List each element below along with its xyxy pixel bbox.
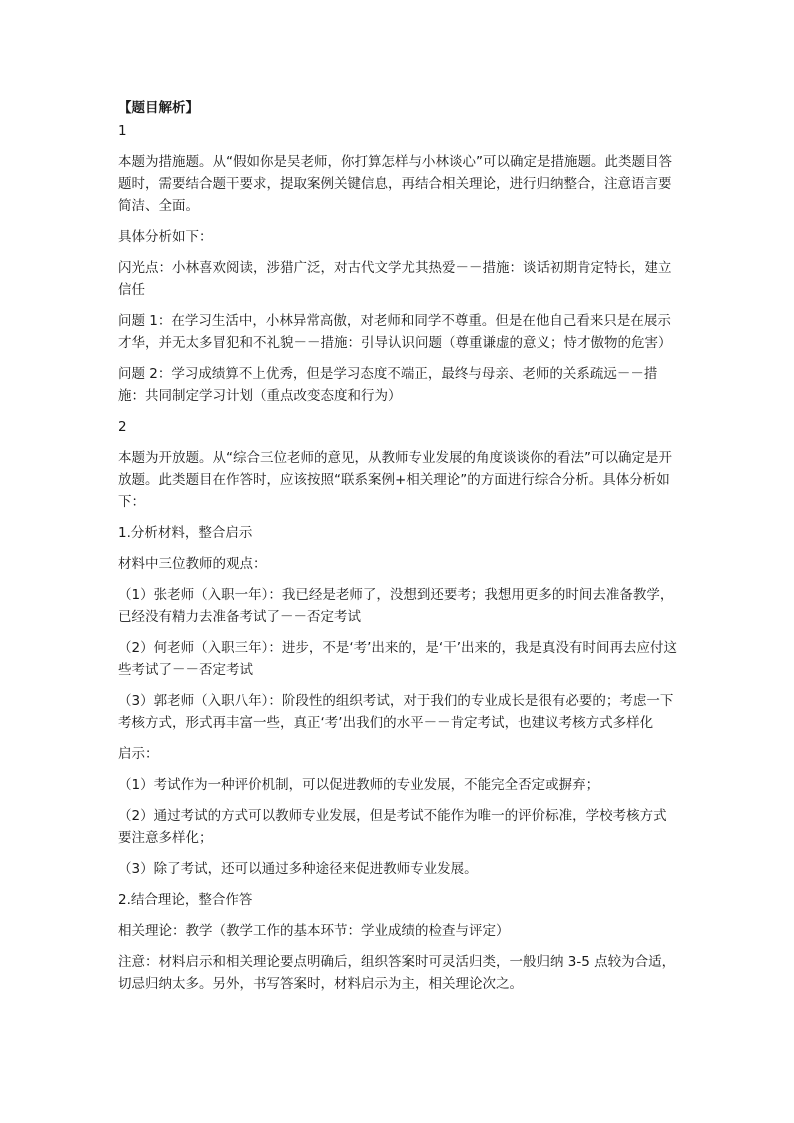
question-2-insight-label: 启示： <box>118 746 159 762</box>
question-1-intro: 本题为措施题。从“假如你是吴老师，你打算怎样与小林谈心”可以确定是措施题。此类题目答题时，需要结合题干要求，提取案例关键信息，再结合相关理论，进行归纳整合，注意语言要简洁、全面。 <box>118 154 672 214</box>
question-2-number: 2 <box>118 419 127 435</box>
question-1-problem-1: 问题 1：在学习生活中，小林异常高傲，对老师和同学不尊重。但是在他自己看来只是在展示才华，并无太多冒犯和不礼貌－－措施：引导认识问题（尊重谦虚的意义；恃才傲物的危害） <box>118 313 672 351</box>
question-2-step-1: 1.分析材料，整合启示 <box>118 525 253 541</box>
section-heading: 【题目解析】 <box>118 100 199 116</box>
question-2-theory: 相关理论：教学（教学工作的基本环节：学业成绩的检查与评定） <box>118 923 510 939</box>
question-2-insight-1: （1）考试作为一种评价机制，可以促进教师的专业发展，不能完全否定或摒弃； <box>118 777 600 793</box>
question-2-view-3: （3）郭老师（入职八年）：阶段性的组织考试，对于我们的专业成长是很有必要的；考虑一下考核方式，形式再丰富一些，真正‘考’出我们的水平－－肯定考试，也建议考核方式多样化 <box>118 693 674 731</box>
document-page <box>118 97 678 1004</box>
question-2-view-2: （2）何老师（入职三年）：进步，不是‘考’出来的，是‘干’出来的，我是真没有时间再去应付这些考试了－－否定考试 <box>118 640 678 678</box>
question-1-number: 1 <box>118 123 127 139</box>
question-2-intro: 本题为开放题。从“综合三位老师的意见，从教师专业发展的角度谈谈你的看法”可以确定是开放题。此类题目在作答时，应该按照“联系案例+相关理论”的方面进行综合分析。具体分析如下： <box>118 450 672 510</box>
question-2-step-2: 2.结合理论，整合作答 <box>118 892 253 908</box>
question-1-flash-point: 闪光点：小林喜欢阅读，涉猎广泛，对古代文学尤其热爱－－措施：谈话初期肯定特长，建立信任 <box>118 260 672 298</box>
question-1-problem-2: 问题 2：学习成绩算不上优秀，但是学习态度不端正，最终与母亲、老师的关系疏远－－措施：共同制定学习计划（重点改变态度和行为） <box>118 366 658 404</box>
question-2-note: 注意：材料启示和相关理论要点明确后，组织答案时可灵活归类，一般归纳 3-5 点较为合适，切忌归纳太多。另外，书写答案时，材料启示为主，相关理论次之。 <box>118 954 676 992</box>
question-1-analysis-label: 具体分析如下： <box>118 229 213 245</box>
question-2-views-label: 材料中三位教师的观点： <box>118 556 267 572</box>
question-2-view-1: （1）张老师（入职一年）：我已经是老师了，没想到还要考；我想用更多的时间去准备教学，已经没有精力去准备考试了－－否定考试 <box>118 587 674 625</box>
question-2-insight-2: （2）通过考试的方式可以教师专业发展，但是考试不能作为唯一的评价标准，学校考核方式要注意多样化； <box>118 808 667 846</box>
question-2-insight-3: （3）除了考试，还可以通过多种途径来促进教师专业发展。 <box>118 861 478 877</box>
